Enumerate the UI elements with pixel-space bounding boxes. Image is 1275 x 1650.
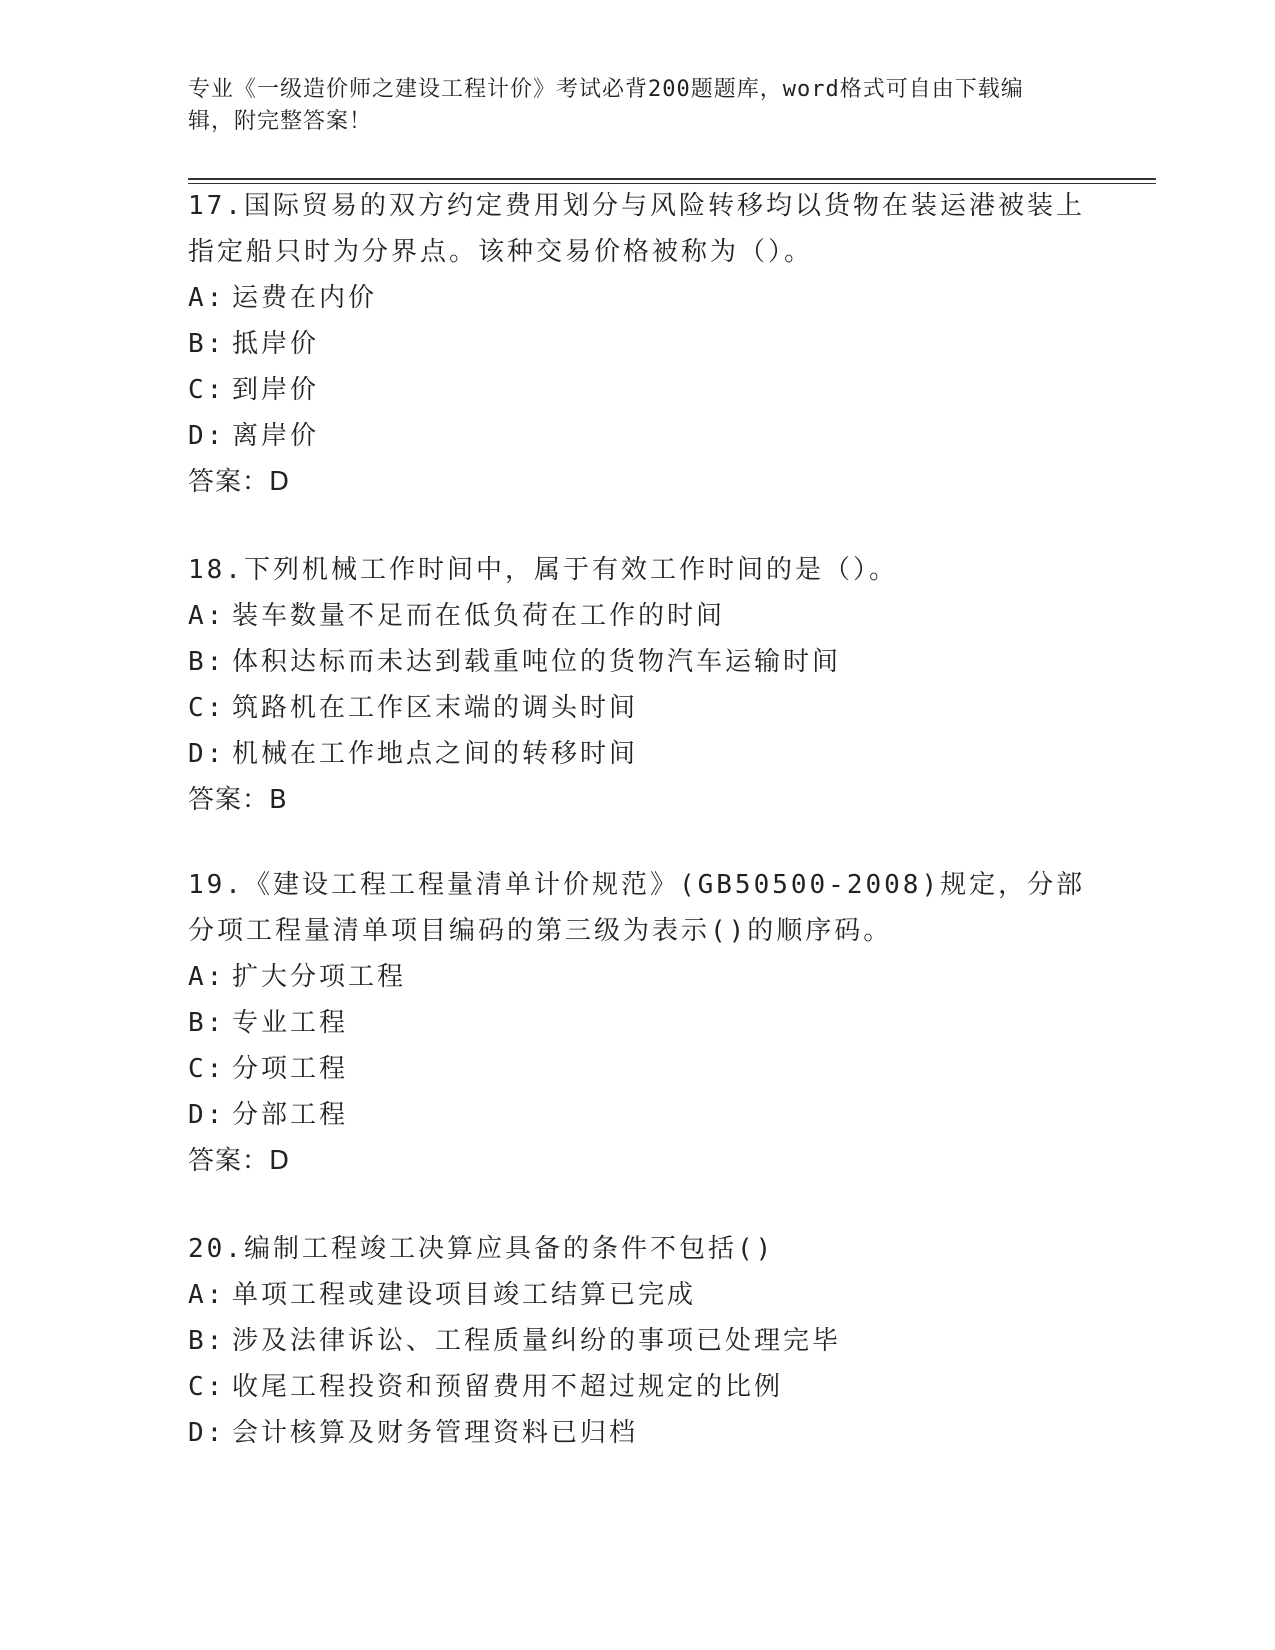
option-b <box>188 1318 1088 1364</box>
option-letter: C: <box>188 1372 226 1402</box>
header-divider-thick <box>188 178 1156 180</box>
option-letter: B: <box>188 647 226 677</box>
option-letter: B: <box>188 329 226 359</box>
option-text: 会计核算及财务管理资料已归档 <box>232 1418 639 1448</box>
question-18 <box>188 547 1088 823</box>
option-a <box>188 1272 1088 1318</box>
option-letter: C: <box>188 693 226 723</box>
option-text: 运费在内价 <box>232 283 378 313</box>
option-letter: B: <box>188 1008 226 1038</box>
option-text: 筑路机在工作区末端的调头时间 <box>232 693 639 723</box>
option-letter: A: <box>188 962 226 992</box>
option-letter: A: <box>188 283 226 313</box>
option-text: 装车数量不足而在低负荷在工作的时间 <box>232 601 726 631</box>
question-stem: 20.编制工程竣工决算应具备的条件不包括() <box>188 1234 775 1264</box>
option-letter: C: <box>188 1054 226 1084</box>
option-d <box>188 731 1088 777</box>
option-letter: D: <box>188 1100 226 1130</box>
option-letter: A: <box>188 601 226 631</box>
option-text: 到岸价 <box>232 375 320 405</box>
option-a <box>188 593 1088 639</box>
option-letter: C: <box>188 375 226 405</box>
option-letter: D: <box>188 1418 226 1448</box>
option-letter: A: <box>188 1280 226 1310</box>
option-text: 分部工程 <box>232 1100 349 1130</box>
option-d <box>188 1410 1088 1456</box>
option-c <box>188 1364 1088 1410</box>
option-text: 分项工程 <box>232 1054 349 1084</box>
option-b <box>188 1000 1088 1046</box>
option-text: 收尾工程投资和预留费用不超过规定的比例 <box>232 1372 784 1402</box>
option-text: 专业工程 <box>232 1008 349 1038</box>
option-c <box>188 367 1088 413</box>
answer-label: 答案：D <box>188 467 291 497</box>
option-b <box>188 321 1088 367</box>
option-letter: D: <box>188 421 226 451</box>
question-20 <box>188 1226 1088 1456</box>
option-b <box>188 639 1088 685</box>
option-text: 涉及法律诉讼、工程质量纠纷的事项已处理完毕 <box>232 1326 842 1356</box>
option-text: 机械在工作地点之间的转移时间 <box>232 739 639 769</box>
question-17 <box>188 183 1088 505</box>
question-stem: 18.下列机械工作时间中，属于有效工作时间的是（）。 <box>188 555 898 585</box>
option-text: 单项工程或建设项目竣工结算已完成 <box>232 1280 697 1310</box>
question-19 <box>188 862 1088 1184</box>
option-c <box>188 1046 1088 1092</box>
answer-label: 答案：D <box>188 1146 291 1176</box>
option-letter: B: <box>188 1326 226 1356</box>
option-text: 抵岸价 <box>232 329 320 359</box>
question-stem: 17.国际贸易的双方约定费用划分与风险转移均以货物在装运港被装上指定船只时为分界点。该种交易价格被称为（）。 <box>188 191 1085 267</box>
answer-label: 答案：B <box>188 785 288 815</box>
option-text: 扩大分项工程 <box>232 962 407 992</box>
option-c <box>188 685 1088 731</box>
option-d <box>188 1092 1088 1138</box>
document-header: 专业《一级造价师之建设工程计价》考试必背200题题库，word格式可自由下载编辑，附完整答案！ <box>188 77 1024 134</box>
option-a <box>188 954 1088 1000</box>
option-d <box>188 413 1088 459</box>
option-letter: D: <box>188 739 226 769</box>
option-text: 离岸价 <box>232 421 320 451</box>
question-stem: 19.《建设工程工程量清单计价规范》(GB50500-2008)规定，分部分项工程量清单项目编码的第三级为表示()的顺序码。 <box>188 870 1086 946</box>
option-a <box>188 275 1088 321</box>
option-text: 体积达标而未达到载重吨位的货物汽车运输时间 <box>232 647 842 677</box>
